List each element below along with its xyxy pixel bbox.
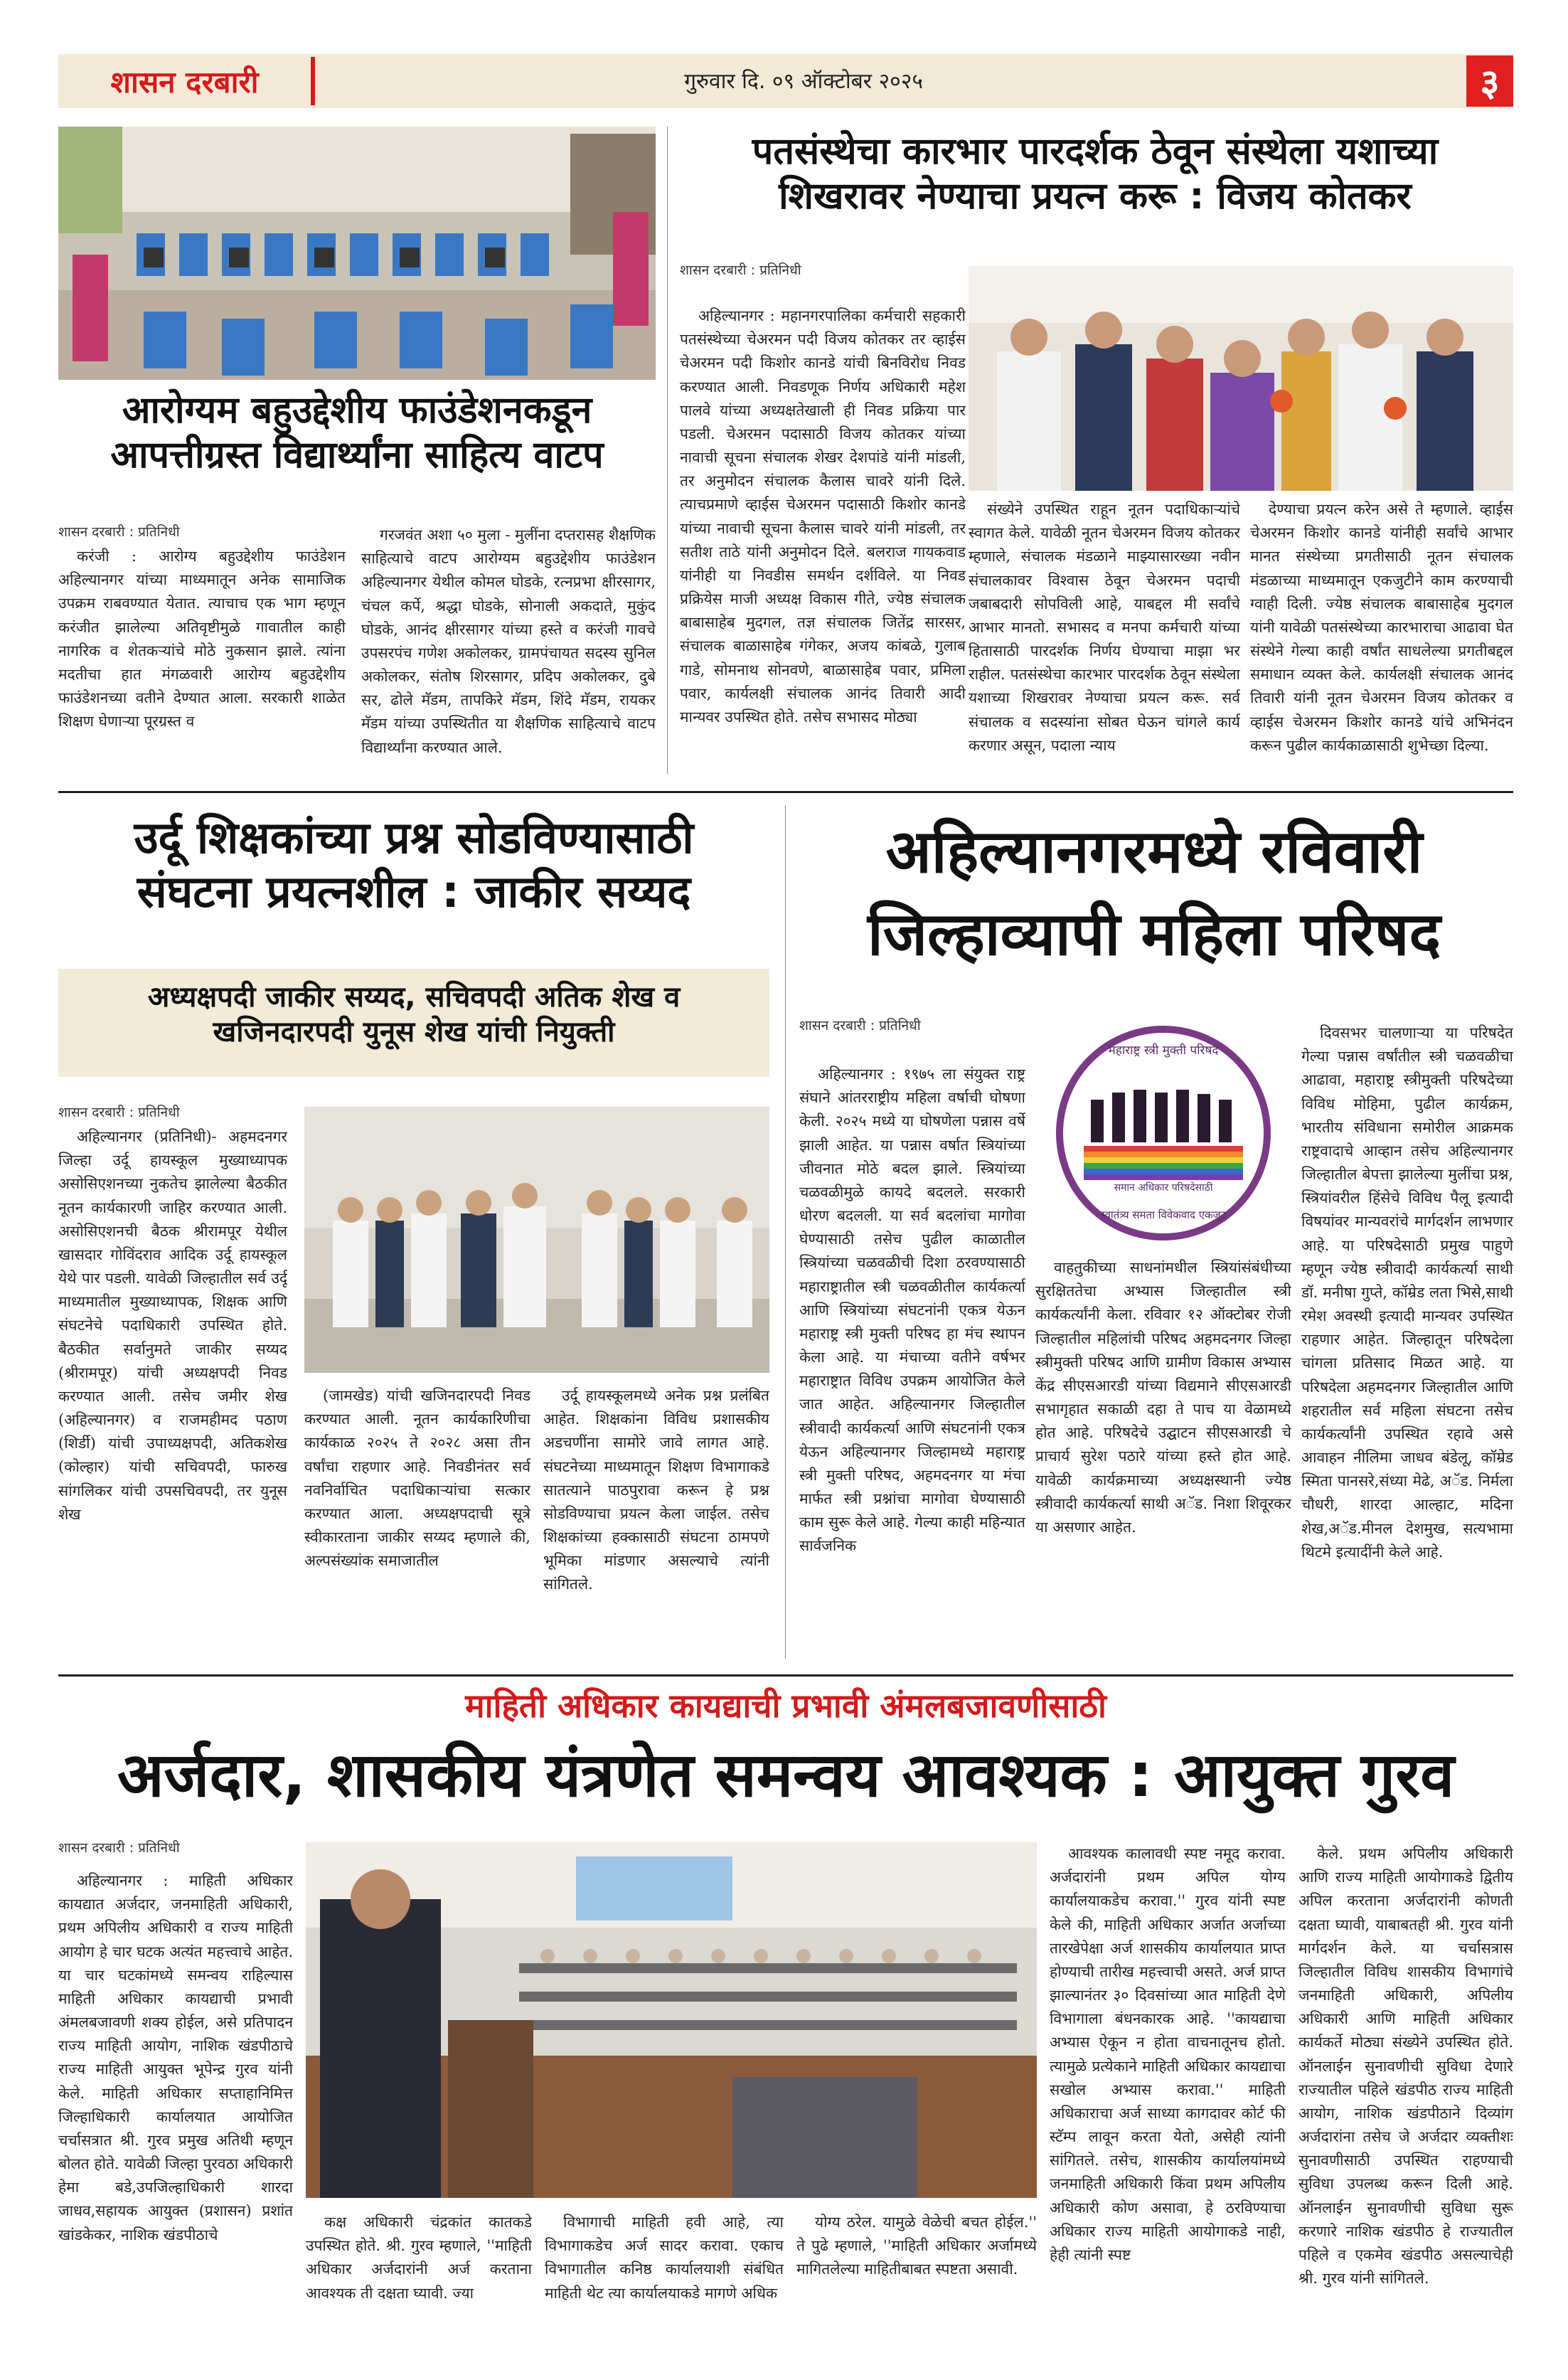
rti-headline: अर्जदार, शासकीय यंत्रणेत समन्वय आवश्यक : आयुक्त गुरव [117, 1740, 1455, 1811]
trust-col-2 [969, 498, 1240, 774]
rti-text-6: केले. प्रथम अपिलीय अधिकारी आणि राज्य माहिती आयोगाकडे द्वितीय अपिल करताना अर्जदारांनी कोणती दक्षता घ्यावी, याबाबतही श्री. गुरव यांनी मार्गदर्शन केले. या चर्चासत्रास जिल्हातील विविध शासकीय विभागांचे जनमाहिती अधिकारी, अपिलीय अधिकारी आणि माहिती अधिकार कार्यकर्ते मोठ्या संख्येने उपस्थित होते. ऑनलाईन सुनावणीची सुविधा देणारे राज्यातील पहिले खंडपीठ राज्य माहिती आयोग, नाशिक खंडपीठाने दिव्यांग अर्जदारांना तसेच जे अर्जदार व्यक्तीशः सुनावणीसाठी उपस्थित राहण्याची सुविधा उपलब्ध करून दिली आहे. ऑनलाईन सुनावणीची सुविधा सुरू करणारे नाशिक खंडपीठ हे राज्यातील पहिले व एकमेव खंडपीठ असल्याचेही श्री. गुरव यांनी सांगितले. [1298, 1845, 1513, 2288]
rti-col-2 [306, 2211, 532, 2339]
urdu-subhead-line1: अध्यक्षपदी जाकीर सय्यद, सचिवपदी अतिक शेख व [147, 981, 681, 1014]
section-rule-1 [58, 791, 1513, 793]
urdu-photo [304, 1107, 769, 1373]
rti-text-4: योग्य ठरेल. यामुळे वेळेची बचत होईल.'' ते पुढे म्हणाले, ''माहिती अधिकार अर्जामध्ये मागितलेल्या माहितीबाबत स्पष्टता असावी. [796, 2214, 1037, 2278]
urdu-col-3 [543, 1384, 769, 1659]
arogyam-photo [58, 127, 656, 380]
page-number: ३ [1480, 61, 1500, 105]
masthead-divider [311, 57, 315, 105]
women-byline: शासन दरबारी : प्रतिनिधी [799, 1018, 921, 1034]
column-divider [667, 127, 668, 774]
urdu-text-1: अहिल्यानगर (प्रतिनिधी)- अहमदनगर जिल्हा उर्दू हायस्कूल मुख्याध्यापक असोसिएशनच्या नुकतेच झालेल्या बैठकीत नूतन कार्यकारणी जाहिर करण्यात आली. असोसिएशनची बैठक श्रीरामपूर येथील खासदार गोविंदराव आदिक उर्दू हायस्कूल येथे पार पडली. यावेळी जिल्हातील सर्व उर्दू माध्यमातील मुख्याध्यापक, शिक्षक आणि संघटनेचे पदाधिकारी उपस्थित होते. बैठकीत सर्वानुमते जाकीर सय्यद (श्रीरामपूर) यांची अध्यक्षपदी निवड करण्यात आली. तसेच जमीर शेख (अहिल्यानगर) व राजमहीमद पठाण (शिर्डी) यांची उपाध्यक्षपदी, अतिकशेख (कोल्हार) यांची सचिवपदी, फारुख सांगलिकर यांची उपसचिवपदी, तर युनूस शेख [58, 1128, 287, 1523]
urdu-headline-line1: उर्दू शिक्षकांच्या प्रश्न सोडविण्यासाठी [134, 812, 694, 864]
arogyam-headline-line1: आरोग्यम बहुउद्देशीय फाउंडेशनकडून [122, 389, 592, 432]
trust-col-3 [1250, 498, 1513, 774]
trust-headline-line1: पतसंस्थेचा कारभार पारदर्शक ठेवून संस्थेला यशाच्या [752, 130, 1439, 173]
urdu-subhead-line2: खजिनदारपदी युनूस शेख यांची नियुक्ती [213, 1015, 615, 1048]
women-logo [1035, 1021, 1291, 1245]
rti-col-6 [1298, 1842, 1513, 2339]
section-rule-2 [58, 1674, 1513, 1677]
women-text-1: अहिल्यानगर : १९७५ ला संयुक्त राष्ट्र संघाने आंतरराष्ट्रीय महिला वर्षाची घोषणा केली. २०२५ मध्ये या घोषणेला पन्नास वर्षे झाली आहेत. या पन्नास वर्षात स्त्रियांच्या जीवनात मोठे बदल झाले. स्त्रियांच्या चळवळीमुळे कायदे बदलले. सरकारी धोरण बदलली. या सर्व बदलांचा मागोवा घेण्यासाठी तसेच पुढील काळातील स्त्रियांच्या चळवळीची दिशा ठरवण्यासाठी महाराष्ट्रातील स्त्री चळवळीतील कार्यकर्त्या आणि स्त्रियांच्या संघटनांनी एकत्र येऊन महाराष्ट्र स्त्री मुक्ती परिषद हा मंच स्थापन केला आहे. या मंचाच्या वतीने वर्षभर महाराष्ट्रात विविध उपक्रम आयोजित केले जात आहेत. अहिल्यानगर जिल्हातील स्त्रीवादी कार्यकर्त्या आणि संघटनांनी एकत्र येऊन अहिल्यानगर जिल्हामध्ये महाराष्ट्र स्त्री मुक्ती परिषद, अहमदनगर या मंचा मार्फत स्त्री प्रश्नांचा मागोवा घेण्यासाठी काम सुरू केले आहे. गेल्या काही महिन्यात सार्वजनिक [799, 1066, 1025, 1555]
rti-col-1 [58, 1869, 293, 2339]
trust-headline-line2: शिखरावर नेण्याचा प्रयत्न करू : विजय कोतकर [779, 175, 1412, 218]
urdu-col-2 [304, 1384, 530, 1659]
urdu-col-1 [58, 1125, 287, 1659]
women-logo-top-text: महाराष्ट्र स्त्री मुक्ती परिषद [1108, 1043, 1219, 1058]
urdu-byline: शासन दरबारी : प्रतिनिधी [58, 1105, 180, 1120]
rti-col-4 [796, 2211, 1037, 2339]
masthead-logo [58, 57, 311, 105]
women-col-3 [1301, 1021, 1513, 1659]
women-headline [795, 811, 1513, 989]
rti-col-5 [1050, 1842, 1286, 2339]
women-col-2 [1035, 1256, 1291, 1659]
women-text-2: वाहतुकीच्या साधनांमधील स्त्रियांसंबंधीच्या सुरक्षिततेचा अभ्यास जिल्हातील स्त्री कार्यकर्त्यांनी केला. रविवार १२ ऑक्टोबर रोजी जिल्हातील महिलांची परिषद अहमदनगर जिल्हा स्त्रीमुक्ती परिषद आणि ग्रामीण विकास अभ्यास केंद्र सीएसआरडी यांच्या विद्यमाने सीएसआरडी सभागृहात सकाळी दहा ते पाच या वेळामध्ये होत आहे. परिषदेचे उद्घाटन सीएसआरडी चे प्राचार्य सुरेश पठारे यांच्या हस्ते होत आहे. यावेळी कार्यक्रमाच्या अध्यक्षस्थानी ज्येष्ठ स्त्रीवादी कार्यकर्त्या साथी अॅड. निशा शिवूरकर या असणार आहेत. [1035, 1259, 1291, 1536]
trust-text-1: अहिल्यानगर : महानगरपालिका कर्मचारी सहकारी पतसंस्थेच्या चेअरमन पदी विजय कोतकर तर व्हाईस चेअरमन पदी किशोर कानडे यांची बिनविरोध निवड करण्यात आली. निवडणूक निर्णय अधिकारी महेश पालवे यांच्या अध्यक्षतेखाली ही निवड प्रक्रिया पार पडली. चेअरमन पदासाठी विजय कोतकर यांच्या नावाची सूचना संचालक शेखर देशपांडे यांनी मांडली, तर अनुमोदन संचालक कैलास चावरे यांनी दिले. त्याचप्रमाणे व्हाईस चेअरमन पदासाठी किशोर कानडे यांच्या नावाची सूचना कैलास चावरे यांनी मांडली, तर सतीश ताठे यांनी अनुमोदन दिले. बलराज गायकवाड यांनीही या निवडीस समर्थन दर्शविले. या निवड प्रक्रियेस माजी अध्यक्ष विकास गीते, ज्येष्ठ संचालक बाबासाहेब मुदगल, तज्ञ संचालक जितेंद्र सारसर, संचालक बाळासाहेब गंगेकर, अजय कांबळे, गुलाब गाडे, सोमनाथ सोनवणे, बाळासाहेब पवार, प्रमिला पवार, कार्यलक्षी संचालक आनंद तिवारी आदी मान्यवर उपस्थित होते. तसेच सभासद मोठ्या [680, 307, 966, 726]
arogyam-headline-line2: आपत्तीग्रस्त विद्यार्थ्यांना साहित्य वाटप [110, 434, 604, 477]
women-logo-bottom-text: स्वातंत्र्य समता विवेकवाद एकजूट [1100, 1208, 1227, 1221]
arogyam-col-2 [361, 524, 656, 774]
rti-text-5: आवश्यक कालावधी स्पष्ट नमूद करावा. अर्जदारांनी प्रथम अपिल योग्य कार्यालयाकडेच करावा.'' गुरव यांनी स्पष्ट केले की, माहिती अधिकार अर्जात अर्जाच्या तारखेपेक्षा अर्ज शासकीय कार्यालयात प्राप्त होण्याची तारीख महत्त्वाची असते. अर्ज प्राप्त झाल्यानंतर ३० दिवसांच्या आत माहिती देणे विभागाला बंधनकारक आहे. ''कायद्याचा अभ्यास ऐकून न होता वाचनातूनच होतो. त्यामुळे प्रत्येकाने माहिती अधिकार कायद्याचा सखोल अभ्यास करावा.'' माहिती अधिकाराचा अर्ज साध्या कागदावर कोर्ट फी स्टॅम्प लावून करता येतो, असेही त्यांनी सांगितले. तसेच, शासकीय कार्यालयांमध्ये जनमाहिती अधिकारी किंवा प्रथम अपिलीय अधिकारी कोण असावा, हे ठरविण्याचा अधिकार राज्य माहिती आयोगाकडे नाही, हेही त्यांनी स्पष्ट [1050, 1845, 1286, 2263]
urdu-subhead-box [58, 969, 769, 1077]
rti-col-3 [545, 2211, 784, 2339]
rti-kicker: माहिती अधिकार कायद्याची प्रभावी अंमलबजावणीसाठी [465, 1686, 1106, 1725]
urdu-text-3: उर्दू हायस्कूलमध्ये अनेक प्रश्न प्रलंबित आहेत. शिक्षकांना विविध प्रशासकीय अडचणींना सामोरे जावे लागत आहे. संघटनेच्या माध्यमातून शिक्षण विभागाकडे सातत्याने पाठपुरावा करून हे प्रश्न सोडविण्याचा प्रयत्न केला जाईल. तसेच शिक्षकांच्या हक्कासाठी संघटना ठामपणे भूमिका मांडणार असल्याचे त्यांनी सांगितले. [543, 1387, 769, 1593]
trust-headline [677, 129, 1513, 250]
rti-text-1: अहिल्यानगर : माहिती अधिकार कायद्यात अर्जदार, जनमाहिती अधिकारी, प्रथम अपिलीय अधिकारी व राज्य माहिती आयोग हे चार घटक अत्यंत महत्त्वाचे आहेत. या चार घटकांमध्ये समन्वय राहिल्यास माहिती अधिकार कायद्याची प्रभावी अंमलबजावणी शक्य होईल, असे प्रतिपादन राज्य माहिती आयोग, नाशिक खंडपीठाचे राज्य माहिती आयुक्त भूपेन्द्र गुरव यांनी केले. माहिती अधिकार सप्ताहानिमित्त जिल्हाधिकारी कार्यालयात आयोजित चर्चासत्रात श्री. गुरव प्रमुख अतिथी म्हणून बोलत होते. यावेळी जिल्हा पुरवठा अधिकारी हेमा बडे,उपजिल्हाधिकारी शारदा जाधव,सहायक आयुक्त (प्रशासन) प्रशांत खांडकेकर, नाशिक खंडपीठाचे [58, 1872, 293, 2243]
arogyam-text-1: करंजी : आरोग्य बहुउद्देशीय फाउंडेशन अहिल्यानगर यांच्या माध्यमातून अनेक सामाजिक उपक्रम राबवण्यात येतात. त्याचाच एक भाग म्हणून करंजीत झालेल्या अतिवृष्टीमुळे गावातील काही नागरिक व शेतकऱ्यांचे मोठे नुकसान झाले. त्यांना मदतीचा हात मंगळवारी आरोग्य बहुउद्देशीय फाउंडेशनच्या वतीने देण्यात आला. सरकारी शाळेत शिक्षण घेणाऱ्या पूरग्रस्त व [58, 548, 346, 731]
urdu-headline-line2: संघटना प्रयत्नशील : जाकीर सय्यद [137, 865, 691, 918]
column-divider [785, 805, 786, 1659]
trust-byline: शासन दरबारी : प्रतिनिधी [680, 262, 801, 278]
date-line: गुरुवार दि. ०९ ऑक्टोबर २०२५ [684, 69, 923, 94]
page-number-badge [1466, 55, 1513, 107]
arogyam-col-1 [58, 545, 346, 774]
women-text-3: दिवसभर चालणाऱ्या या परिषदेत गेल्या पन्नास वर्षांतील स्त्री चळवळीचा आढावा, महाराष्ट्र स्त्रीमुक्ती परिषदेच्या विविध मोहिमा, पुढील कार्यक्रम, भारतीय संविधाना समोरील आक्रमक राष्ट्रवादाचे आव्हान तसेच अहिल्यानगर जिल्हातील बेपत्ता झालेल्या मुलींचा प्रश्न, स्त्रियांवरील हिंसेचे विविध पैलू इत्यादी विषयांवर मान्यवरांचे मार्गदर्शन लाभणार आहे. या परिषदेसाठी प्रमुख पाहुणे म्हणून ज्येष्ठ स्त्रीवादी कार्यकर्त्या साथी डॉ. मनीषा गुप्ते, कॉम्रेड लता भिसे,साथी रमेश अवस्थी इत्यादी मान्यवर उपस्थित राहणार आहेत. जिल्हातून परिषदेला चांगला प्रतिसाद मिळत आहे. या परिषदेला अहमदनगर जिल्हातील आणि शहरातील सर्व महिला संघटना तसेच कार्यकर्त्यांनी उपस्थित रहावे असे आवाहन नीलिमा जाधव बंडेलू, कॉम्रेड स्मिता पानसरे,संध्या मेढे, अॅड. निर्मला चौधरी, शारदा आल्हाट, मदिना शेख,अॅड.मीनल देशमुख, सत्यभामा थिटमे इत्यादींनी केले आहे. [1301, 1024, 1513, 1561]
women-headline-line2: जिल्हाव्यापी महिला परिषद [867, 898, 1441, 969]
arogyam-headline [58, 388, 656, 509]
trust-col-1 [680, 304, 966, 774]
arogyam-byline: शासन दरबारी : प्रतिनिधी [58, 524, 180, 540]
urdu-headline [58, 811, 769, 953]
trust-text-3: देण्याचा प्रयत्न करेन असे ते म्हणाले. व्हाईस चेअरमन किशोर कानडे यांनीही सर्वांचे आभार मानत संस्थेच्या प्रगतीसाठी नूतन संचालक मंडळाच्या माध्यमातून एकजुटीने काम करण्याची ग्वाही दिली. ज्येष्ठ संचालक बाबासाहेब मुदगल यांनी यावेळी पतसंस्थेच्या कारभाराचा आढावा घेत संस्थेने गेल्या काही वर्षांत साधलेल्या प्रगतीबद्दल समाधान व्यक्त केले. कार्यलक्षी संचालक आनंद तिवारी यांनी नूतन चेअरमन विजय कोतकर व व्हाईस चेअरमन किशोर कानडे यांचे अभिनंदन करून पुढील कार्यकाळासाठी शुभेच्छा दिल्या. [1250, 501, 1513, 754]
trust-text-2: संख्येने उपस्थित राहून नूतन पदाधिकाऱ्यांचे स्वागत केले. यावेळी नूतन चेअरमन विजय कोतकर म्हणाले, संचालक मंडळाने माझ्यासारख्या नवीन संचालकावर विश्वास ठेवून चेअरमन पदाची जबाबदारी सोपविली आहे, याबद्दल मी सर्वांचे आभार मानतो. सभासद व मनपा कर्मचारी यांच्या हितासाठी पारदर्शक निर्णय घेण्याचा माझा भर राहील. पतसंस्थेचा कारभार पारदर्शक ठेवून संस्थेला यशाच्या शिखरावर नेण्याचा प्रयत्न करू. सर्व संचालक व सदस्यांना सोबत घेऊन चांगले कार्य करणार असून, पदाला न्याय [969, 501, 1240, 754]
women-col-1 [799, 1063, 1025, 1659]
rti-byline: शासन दरबारी : प्रतिनिधी [58, 1840, 180, 1856]
rti-photo [306, 1842, 1037, 2198]
urdu-text-2: (जामखेड) यांची खजिनदारपदी निवड करण्यात आली. नूतन कार्यकारिणीचा कार्यकाळ २०२५ ते २०२८ असा तीन वर्षांचा राहणार आहे. निवडीनंतर सर्व नवनिर्वाचित पदाधिकाऱ्यांचा सत्कार करण्यात आला. अध्यक्षपदाची सूत्रे स्वीकारताना जाकीर सय्यद म्हणाले की, अल्पसंख्यांक समाजातील [304, 1387, 530, 1570]
rti-text-3: विभागाची माहिती हवी आहे, त्या विभागाकडेच अर्ज सादर करावा. एकाच विभागातील कनिष्ठ कार्यालयाशी संबंधित माहिती थेट त्या कार्यालयाकडे मागणे अधिक [545, 2214, 784, 2302]
trust-photo [969, 266, 1513, 491]
women-logo-banner: समान अधिकार परिषदेसाठी [1114, 1182, 1213, 1194]
arogyam-text-2: गरजवंत अशा ५० मुला - मुलींना दप्तरासह शैक्षणिक साहित्याचे वाटप आरोग्यम बहुउद्देशीय फाउंडेशन अहिल्यानगर येथील कोमल घोडके, रत्नप्रभा क्षीरसागर, चंचल कर्पे, श्रद्धा घोडके, सोनाली अकदाते, मुकुंद घोडके, आनंद क्षीरसागर यांच्या हस्ते व करंजी गावचे उपसरपंच गणेश अकोलकर, ग्रामपंचायत सदस्य सुनिल अकोलकर, संतोष शिरसागर, प्रदिप अकोलकर, दुबे सर, ढोले मॅडम, तापकिरे मॅडम, शिंदे मॅडम, रायकर मॅडम यांच्या उपस्थितीत या शैक्षणिक साहित्याचे वाटप विद्यार्थ्यांना करण्यात आले. [361, 526, 656, 756]
paper-name: शासन दरबारी [110, 64, 259, 100]
women-headline-line1: अहिल्यानगरमध्ये रविवारी [885, 817, 1423, 886]
rti-text-2: कक्ष अधिकारी चंद्रकांत कातकडे उपस्थित होते. श्री. गुरव म्हणाले, ''माहिती अधिकार अर्जदारांनी अर्ज करताना आवश्यक ती दक्षता घ्यावी. ज्या [306, 2214, 532, 2302]
